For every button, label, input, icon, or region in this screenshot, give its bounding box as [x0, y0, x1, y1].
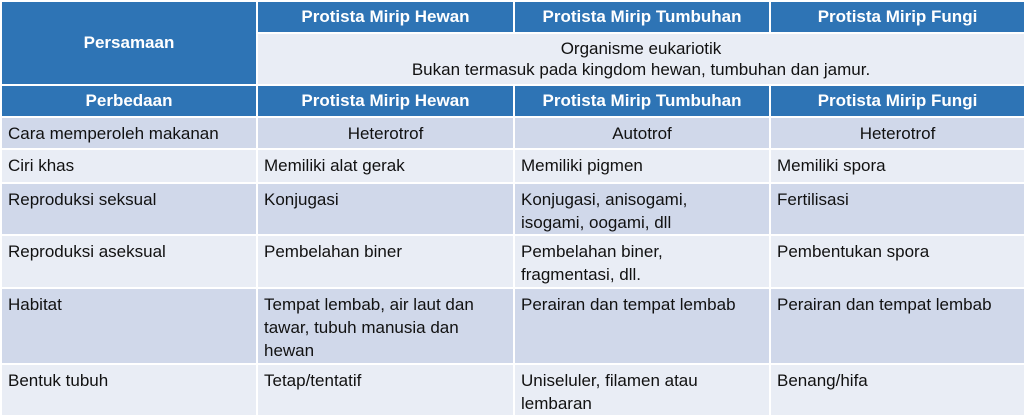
table-cell: Pembentukan spora — [770, 235, 1024, 288]
row-label: Reproduksi seksual — [1, 183, 257, 235]
table-row — [1, 364, 1024, 416]
table-cell: Fertilisasi — [770, 183, 1024, 235]
column-header-hewan: Protista Mirip Hewan — [257, 85, 514, 117]
table-row — [1, 183, 1024, 235]
differences-header-row — [1, 85, 1024, 117]
row-label: Ciri khas — [1, 149, 257, 183]
column-header-fungi: Protista Mirip Fungi — [770, 85, 1024, 117]
table-cell: Pembelahan biner — [257, 235, 514, 288]
row-label: Bentuk tubuh — [1, 364, 257, 416]
row-label: Cara memperoleh makanan — [1, 117, 257, 149]
table-cell: Heterotrof — [770, 117, 1024, 149]
table-cell: Memiliki spora — [770, 149, 1024, 183]
table-row — [1, 288, 1024, 364]
table-cell: Pembelahan biner, fragmentasi, dll. — [514, 235, 770, 288]
column-header-tumbuhan: Protista Mirip Tumbuhan — [514, 85, 770, 117]
table-cell: Autotrof — [514, 117, 770, 149]
perbedaan-header: Perbedaan — [1, 85, 257, 117]
table-cell: Tempat lembab, air laut dan tawar, tubuh manusia dan hewan — [257, 288, 514, 364]
table-cell: Konjugasi — [257, 183, 514, 235]
table-row — [1, 235, 1024, 288]
similarity-text: Bukan termasuk pada kingdom hewan, tumbuhan dan jamur. — [411, 60, 871, 79]
column-header-tumbuhan: Protista Mirip Tumbuhan — [514, 1, 770, 33]
table-row — [1, 149, 1024, 183]
table-cell: Benang/hifa — [770, 364, 1024, 416]
table-cell: Perairan dan tempat lembab — [514, 288, 770, 364]
row-label: Reproduksi aseksual — [1, 235, 257, 288]
table-cell: Memiliki pigmen — [514, 149, 770, 183]
table-cell: Uniseluler, filamen atau lembaran — [514, 364, 770, 416]
table-cell: Perairan dan tempat lembab — [770, 288, 1024, 364]
table-cell: Heterotrof — [257, 117, 514, 149]
table-cell: Memiliki alat gerak — [257, 149, 514, 183]
table-cell: Konjugasi, anisogami, isogami, oogami, dll — [514, 183, 770, 235]
table-row — [1, 117, 1024, 149]
persamaan-header: Persamaan — [1, 1, 257, 85]
column-header-hewan: Protista Mirip Hewan — [257, 1, 514, 33]
table-cell: Tetap/tentatif — [257, 364, 514, 416]
top-header-row — [1, 1, 1024, 33]
column-header-fungi: Protista Mirip Fungi — [770, 1, 1024, 33]
row-label: Habitat — [1, 288, 257, 364]
similarity-text: Organisme eukariotik — [560, 39, 722, 58]
similarities-cell — [257, 33, 1024, 85]
